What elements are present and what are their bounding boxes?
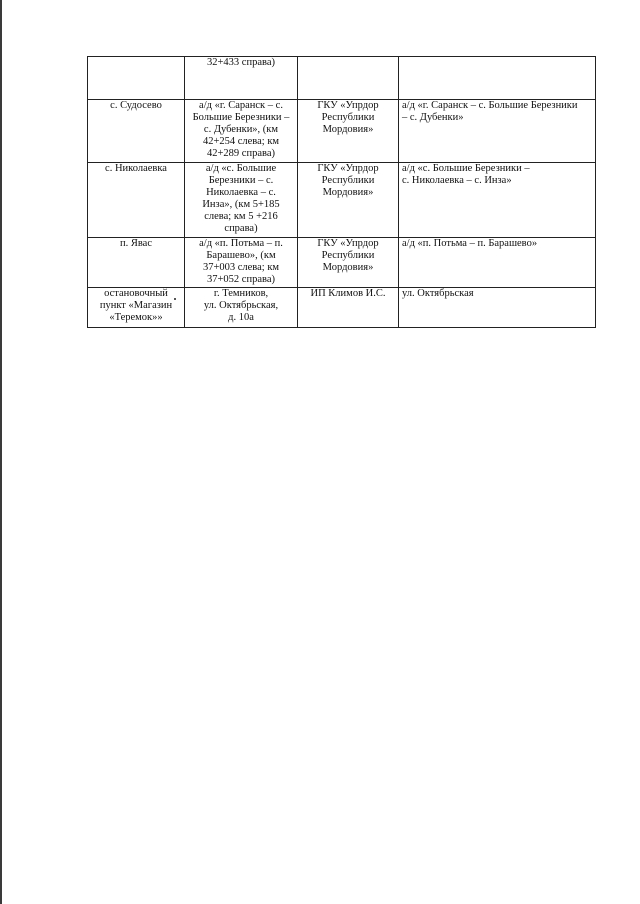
cell-line: Республики — [321, 175, 375, 186]
stops-table — [87, 56, 596, 328]
settlement-cell — [88, 288, 185, 328]
cell-line: пункт «Магазин — [99, 300, 173, 311]
cell-line: с. Судосево — [110, 100, 162, 111]
cell-line: г. Темников, — [213, 288, 269, 299]
table-row — [88, 163, 596, 238]
cell-line: ГКУ «Упрдор — [317, 238, 379, 249]
cell-line: ГКУ «Упрдор — [317, 163, 379, 174]
cell-line: 37+003 слева; км — [202, 262, 280, 273]
cell-line: Инза», (км 5+185 — [202, 199, 280, 210]
table-row — [88, 288, 596, 328]
cell-line: – с. Дубенки» — [402, 112, 464, 123]
road-cell — [185, 57, 298, 100]
route-cell — [399, 100, 596, 163]
owner-cell — [298, 238, 399, 288]
cell-line: д. 10а — [228, 312, 254, 323]
route-cell — [399, 238, 596, 288]
cell-line: а/д «п. Потьма – п. Барашево» — [402, 238, 538, 249]
table-row — [88, 238, 596, 288]
cell-line: Барашево», (км — [206, 250, 276, 261]
scan-left-edge — [0, 0, 2, 904]
cell-line: ул. Октябрьская, — [203, 300, 279, 311]
table-row — [88, 57, 596, 100]
cell-line: «Теремок»» — [109, 312, 163, 323]
cell-line: остановочный — [104, 288, 168, 299]
cell-line: 37+052 справа) — [207, 274, 275, 285]
owner-cell — [298, 288, 399, 328]
cell-line: ул. Октябрьская — [402, 288, 474, 299]
route-cell — [399, 163, 596, 238]
cell-line: а/д «г. Саранск – с. Большие Березники — [402, 100, 578, 111]
road-cell — [185, 163, 298, 238]
cell-line: п. Явас — [119, 238, 152, 249]
cell-line: Мордовия» — [322, 187, 374, 198]
cell-line: Николаевка – с. — [206, 187, 276, 198]
cell-line: с. Дубенки», (км — [203, 124, 279, 135]
owner-cell — [298, 57, 399, 100]
road-cell — [185, 100, 298, 163]
cell-line: а/д «с. Большие Березники – — [402, 163, 530, 174]
cell-line: слева; км 5 +216 — [204, 211, 278, 222]
table-row — [88, 100, 596, 163]
cell-line: с. Николаевка – с. Инза» — [402, 175, 512, 186]
cell-line: с. Николаевка — [105, 163, 167, 174]
cell-line: ИП Климов И.С. — [310, 288, 386, 299]
cell-line: Мордовия» — [322, 124, 374, 135]
route-cell — [399, 288, 596, 328]
cell-line: Республики — [321, 112, 375, 123]
owner-cell — [298, 100, 399, 163]
cell-line: Мордовия» — [322, 262, 374, 273]
cell-line: Березники – с. — [208, 175, 274, 186]
cell-line: Республики — [321, 250, 375, 261]
cell-line: 42+254 слева; км — [202, 136, 280, 147]
settlement-cell — [88, 238, 185, 288]
road-cell — [185, 238, 298, 288]
route-cell — [399, 57, 596, 100]
cell-line: справа) — [224, 223, 258, 234]
settlement-cell — [88, 163, 185, 238]
settlement-cell — [88, 57, 185, 100]
cell-line: Большие Березники – — [192, 112, 290, 123]
owner-cell — [298, 163, 399, 238]
cell-line: а/д «п. Потьма – п. — [199, 238, 283, 249]
cell-line: 42+289 справа) — [207, 148, 275, 159]
settlement-cell — [88, 100, 185, 163]
cell-line: ГКУ «Упрдор — [317, 100, 379, 111]
road-cell — [185, 288, 298, 328]
cell-line: а/д «г. Саранск – с. — [199, 100, 283, 111]
cell-line: а/д «с. Большие — [205, 163, 277, 174]
cell-line: 32+433 справа) — [207, 57, 275, 68]
